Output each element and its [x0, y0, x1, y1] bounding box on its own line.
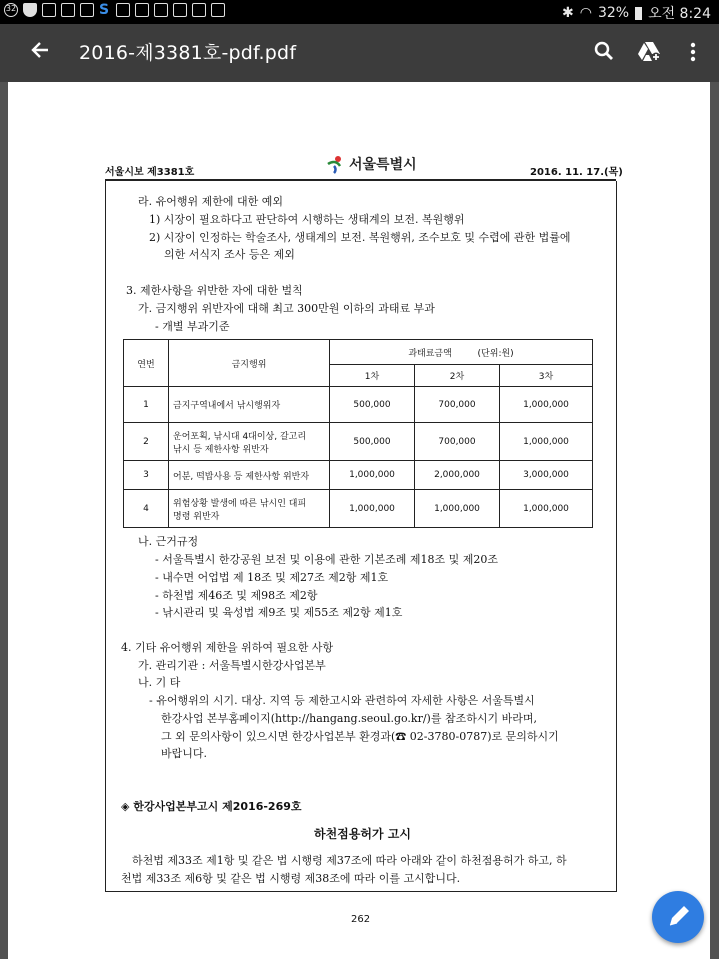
- edit-pencil-icon: [652, 891, 704, 943]
- text-line: 가. 금지행위 위반자에 대해 최고 300만원 이하의 과태료 부과: [138, 302, 435, 315]
- pdf-page: [8, 82, 710, 959]
- text-line: - 서울특별시 한강공원 보전 및 이용에 관한 기본조례 제18조 및 제20조: [155, 553, 498, 566]
- text-line: 2) 시장이 인정하는 학술조사, 생태계의 보전. 복원행위, 조수보호 및 수렵에 관한 법률에: [149, 231, 571, 244]
- edit-button[interactable]: [652, 891, 704, 943]
- cell-fine: 1,000,000: [330, 461, 415, 490]
- notice-title: 하천점용허가 고시: [314, 827, 411, 841]
- cell-fine: 1,000,000: [330, 490, 415, 528]
- col-header-act: 금지행위: [169, 340, 330, 387]
- page-number: 262: [351, 914, 371, 925]
- table-row: [124, 387, 593, 423]
- cell-no: 3: [124, 461, 169, 490]
- cell-act: 금지구역내에서 낚시행위자: [169, 387, 330, 423]
- section-heading: 4. 기타 유어행위 제한을 위하여 필요한 사항: [121, 641, 334, 654]
- cell-no: 2: [124, 423, 169, 461]
- bluetooth-icon: ✱: [561, 5, 574, 21]
- gallery-icon: [80, 3, 94, 17]
- section-heading: 3. 제한사항을 위반한 자에 대한 벌칙: [126, 284, 303, 297]
- cell-fine: 500,000: [330, 387, 415, 423]
- cell-fine: 1,000,000: [500, 423, 593, 461]
- text-line: - 유어행위의 시기. 대상. 지역 등 제한고시와 관련하여 자세한 사항은 서울특별시: [149, 694, 535, 707]
- text-line: 바랍니다.: [161, 747, 208, 760]
- col-header-3: 3차: [500, 365, 593, 387]
- cell-fine: 500,000: [330, 423, 415, 461]
- text-line: 하천법 제33조 제1항 및 같은 법 시행령 제37조에 따라 아래와 같이 하천점용허가 하고, 하: [132, 854, 567, 867]
- cell-fine: 700,000: [415, 387, 500, 423]
- fine-table: [123, 339, 593, 528]
- cell-act: 어분, 떡밥사용 등 제한사항 위반자: [169, 461, 330, 490]
- cell-fine: 2,000,000: [415, 461, 500, 490]
- app-bar: [0, 24, 719, 82]
- text-line: 나. 기 타: [138, 676, 181, 689]
- screenshot-icon: [192, 3, 206, 17]
- status-system: [562, 3, 711, 23]
- photo-icon: [42, 3, 56, 17]
- cell-no: 1: [124, 387, 169, 423]
- col-header-no: 연번: [124, 340, 169, 387]
- image-icon: [116, 3, 130, 17]
- pdf-viewer[interactable]: [0, 82, 719, 959]
- s-app-icon: S: [99, 2, 110, 18]
- cell-act: 위험상황 발생에 따른 낚시인 대피 명령 위반자: [169, 490, 330, 528]
- camera-icon: [135, 3, 149, 17]
- cell-fine: 1,000,000: [500, 490, 593, 528]
- table-row: [124, 461, 593, 490]
- text-line: 한강사업 본부홈페이지(http://hangang.seoul.go.kr/)를 참조하시기 바라며,: [161, 712, 537, 725]
- header-logo: [326, 154, 417, 174]
- fine-label: 과태료금액: [408, 348, 452, 359]
- text-line: 천법 제33조 제6항 및 같은 법 시행령 제38조에 따라 이를 고시합니다.: [121, 872, 461, 885]
- more-vert-icon[interactable]: [689, 39, 697, 65]
- cell-fine: 3,000,000: [500, 461, 593, 490]
- cell-no: 4: [124, 490, 169, 528]
- col-header-2: 2차: [415, 365, 500, 387]
- notice-number: ◈ 한강사업본부고시 제2016-269호: [121, 800, 302, 813]
- unit-label: (단위:원): [477, 348, 514, 359]
- text-line: 가. 관리기관 : 서울특별시한강사업본부: [138, 659, 326, 672]
- document-title: 2016-제3381호-pdf.pdf: [79, 42, 297, 64]
- notification-count-icon: 32: [4, 3, 18, 17]
- arrow-left-icon[interactable]: [30, 38, 50, 66]
- battery-icon: [635, 7, 642, 20]
- text-line: 라. 유어행위 제한에 대한 예외: [138, 195, 283, 208]
- table-row: [124, 490, 593, 528]
- search-icon[interactable]: [593, 40, 619, 66]
- col-header-fine: [330, 340, 593, 365]
- shield-icon: [23, 3, 37, 17]
- text-line: 의한 서식지 조사 등은 제외: [164, 248, 295, 261]
- header-date: 2016. 11. 17.(목): [530, 167, 623, 178]
- text-line: - 내수면 어업법 제 18조 및 제27조 제2항 제1호: [155, 571, 389, 584]
- col-header-1: 1차: [330, 365, 415, 387]
- drive-add-icon[interactable]: [637, 40, 663, 66]
- mail-icon: [211, 3, 225, 17]
- cell-act: 운어포획, 낚시대 4대이상, 갈고리 낚시 등 제한사항 위반자: [169, 423, 330, 461]
- status-bar: [0, 0, 719, 24]
- seoul-logo-icon: [326, 154, 346, 174]
- clock: 오전 8:24: [648, 6, 711, 22]
- text-line: 나. 근거규정: [138, 535, 199, 548]
- text-line: - 하천법 제46조 및 제98조 제2항: [155, 589, 318, 602]
- wifi-icon: ◠: [579, 5, 592, 21]
- text-line: 1) 시장이 필요하다고 판단하여 시행하는 생태계의 보전. 복원행위: [149, 213, 465, 226]
- text-line: - 개별 부과기준: [155, 320, 230, 333]
- download-icon: [173, 3, 187, 17]
- table-row: [124, 423, 593, 461]
- cell-fine: 1,000,000: [500, 387, 593, 423]
- cell-fine: 700,000: [415, 423, 500, 461]
- cell-fine: 1,000,000: [415, 490, 500, 528]
- upload-icon: [154, 3, 168, 17]
- text-line: 그 외 문의사항이 있으시면 한강사업본부 환경과(☎ 02-3780-0787)로 문의하시기: [161, 730, 559, 743]
- status-notifications: [4, 3, 225, 17]
- message-icon: [61, 3, 75, 17]
- header-issue: 서울시보 제3381호: [105, 167, 195, 178]
- text-line: - 낚시관리 및 육성법 제9조 및 제55조 제2항 제1호: [155, 606, 403, 619]
- header-logo-text: 서울특별시: [349, 157, 417, 173]
- battery-percent: 32%: [597, 5, 630, 21]
